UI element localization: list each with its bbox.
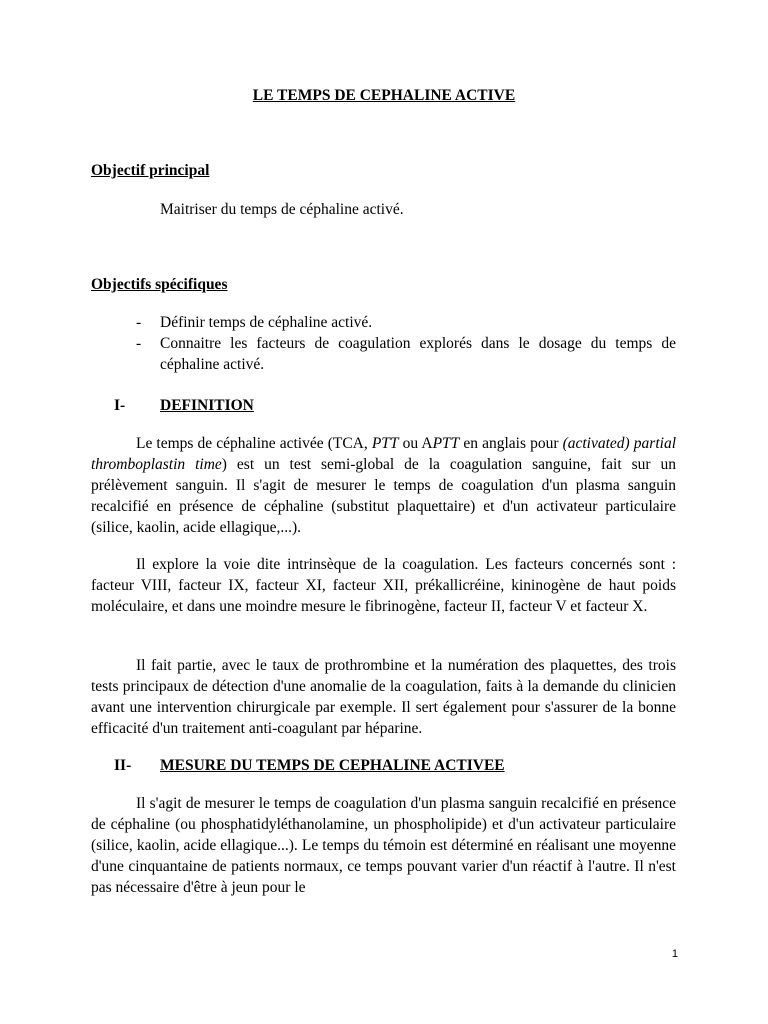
text-run: ou A — [398, 435, 433, 452]
section-heading-definition — [114, 397, 254, 415]
definition-paragraph-3: Il fait partie, avec le taux de prothrombine et la numération des plaquettes, des trois tests principaux de détection d'une anomalie de la coagulation, faits à la demande du clinicien avant une intervention chirurgicale par exemple. Il sert également pour s'assurer de la bonne efficacité d'un traitement anti-coagulant par héparine. — [91, 657, 676, 737]
list-item — [91, 333, 676, 375]
objectifs-specifiques-heading: Objectifs spécifiques — [91, 276, 228, 293]
section-number: II- — [114, 757, 132, 774]
objectifs-specifiques-list — [91, 312, 676, 375]
objectif-principal-heading: Objectif principal — [91, 162, 210, 179]
page-number: 1 — [671, 948, 678, 960]
objectif-principal-text: Maitriser du temps de céphaline activé. — [160, 201, 404, 218]
text-run: en anglais pour — [459, 435, 563, 452]
list-item-text: Définir temps de céphaline activé. — [160, 314, 373, 331]
section-label: DEFINITION — [160, 397, 254, 414]
bullet-dash: - — [136, 314, 142, 331]
mesure-paragraph-1: Il s'agit de mesurer le temps de coagulation d'un plasma sanguin recalcifié en présence de céphaline (ou phosphatidyléthanolamine, un phospholipide) et d'un activateur particulaire (silice, kaolin, acide ellagique...). Le temps du témoin est déterminé en réalisant une moyenne d'une cinquantaine de patients normaux, ce temps pouvant varier d'un réactif à l'autre. Il n'est pas nécessaire d'être à jeun pour le — [91, 795, 676, 896]
text-run-italic: (activated) partial thromboplastin time — [91, 435, 676, 473]
section-heading-mesure — [114, 757, 505, 775]
list-item-text: Connaitre les facteurs de coagulation explorés dans le dosage du temps de céphaline activé. — [160, 335, 676, 373]
document-title: LE TEMPS DE CEPHALINE ACTIVE — [252, 87, 516, 104]
text-run: Le temps de céphaline activée (TCA, — [136, 435, 372, 452]
section-number: I- — [114, 397, 126, 414]
list-item — [91, 312, 676, 333]
definition-paragraph-2: Il explore la voie dite intrinsèque de la coagulation. Les facteurs concernés sont : facteur VIII, facteur IX, facteur XI, facteur XII, prékallicréine, kininogène de haut poids moléculaire, et dans une moindre mesure le fibrinogène, facteur II, facteur V et facteur X. — [91, 556, 676, 615]
definition-paragraph-1 — [91, 433, 676, 538]
text-run: ) est un test semi-global de la coagulation sanguine, fait sur un prélèvement sanguin. Il s'agit de mesurer le temps de coagulation d'un plasma sanguin recalcifié en présence de céphaline (substitut plaquettaire) et d'un activateur particulaire (silice, kaolin, acide ellagique,...). — [91, 456, 676, 536]
text-run-italic: PTT — [371, 435, 399, 452]
section-label: MESURE DU TEMPS DE CEPHALINE ACTIVEE — [160, 757, 505, 774]
bullet-dash: - — [136, 335, 142, 352]
text-run-italic: PTT — [432, 435, 460, 452]
